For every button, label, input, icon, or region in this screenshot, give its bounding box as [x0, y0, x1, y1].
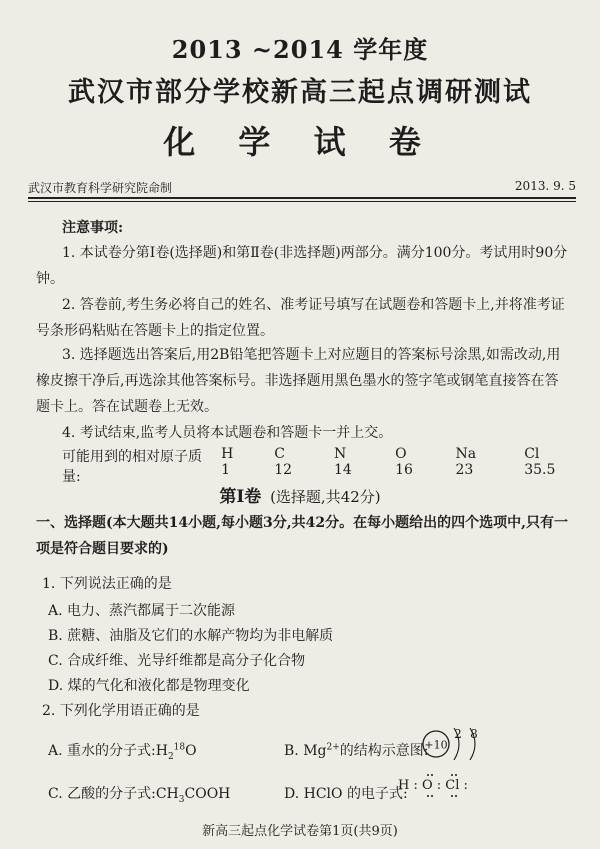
note-3: 3. 选择题选出答案后,用2B铅笔把答题卡上对应题目的答案标号涂黑,如需改动,用橡皮擦干净后,再选涂其他答案标号。非选择题用黑色墨水的签字笔或钢笔直接答在答题卡上。答在试题卷上无效。: [36, 347, 561, 415]
exam-date: 2013. 9. 5: [514, 179, 576, 193]
shell-2-electrons: 8: [470, 727, 478, 741]
question-2-option-c: C. 乙酸的分子式$:CH_3COOH$: [48, 786, 231, 805]
question-2-option-b: B. $Mg^{2+}$的结构示意图:: [284, 742, 429, 759]
electron-dot: [427, 795, 429, 797]
electron-dot: [431, 774, 433, 776]
question-1-option-c: C. 合成纤维、光导纤维都是高分子化合物: [48, 653, 306, 669]
shell-1-electrons: 2: [454, 727, 462, 741]
note-1: 1. 本试卷分第Ⅰ卷(选择题)和第Ⅱ卷(非选择题)两部分。满分100分。考试用时90分钟。: [36, 245, 568, 287]
page-footer: 新高三起点化学试卷第1页(共9页): [202, 824, 398, 839]
question-2-stem: 2. 下列化学用语正确的是: [42, 703, 200, 719]
mass-n: N 14: [333, 446, 352, 478]
question-1-stem: 1. 下列说法正确的是: [42, 576, 172, 592]
question-1-option-d: D. 煤的气化和液化都是物理变化: [48, 678, 250, 694]
electron-dot: [455, 795, 457, 797]
question-2-option-d: D. HClO 的电子式:: [284, 786, 408, 802]
section-heading: 一、选择题(本大题共14小题,每小题3分,共42分。在每小题给出的四个选项中,只有一项是符合题目要求的): [36, 515, 568, 557]
mg-ion-structure-diagram: [420, 718, 530, 770]
electron-dot: [427, 774, 429, 776]
issuer: 武汉市教育科学研究院命制: [28, 181, 173, 195]
question-2-option-a: A. 重水的分子式$:H_2^{18}O$: [48, 742, 197, 762]
mass-o: O 16: [395, 446, 413, 478]
exam-name: 武汉市部分学校新高三起点调研测试: [68, 77, 532, 108]
issuer-row: [28, 179, 576, 196]
header-rule-thin: [28, 201, 576, 202]
mass-cl: Cl 35.5: [524, 446, 556, 478]
mass-h: H 1: [221, 446, 234, 478]
header-rule-thick: [28, 197, 576, 199]
electron-dot: [451, 795, 453, 797]
subject-title: 化 学 试 卷: [163, 123, 437, 161]
hclo-electron-formula: [398, 770, 470, 800]
hclo-formula-text: H : O : Cl :: [398, 778, 468, 793]
question-1-option-b: B. 蔗糖、油脂及它们的水解产物均为非电解质: [48, 628, 334, 644]
notes-title: 注意事项:: [62, 220, 124, 236]
electron-dot: [431, 795, 433, 797]
electron-dot: [451, 774, 453, 776]
atomic-masses-label: 可能用到的相对原子质量:: [62, 449, 202, 485]
note-4: 4. 考试结束,监考人员将本试题卷和答题卡一并上交。: [62, 425, 393, 441]
question-1-option-a: A. 电力、蒸汽都属于二次能源: [48, 603, 236, 619]
electron-dot: [455, 774, 457, 776]
volume-subtitle: (选择题,共42分): [270, 488, 381, 506]
mass-na: Na 23: [455, 446, 477, 478]
volume-title: 第Ⅰ卷: [219, 487, 262, 507]
volume-heading: [0, 482, 600, 507]
nucleus-charge: +10: [424, 738, 448, 752]
atomic-masses: [62, 446, 600, 486]
note-2: 2. 答卷前,考生务必将自己的姓名、准考证号填写在试题卷和答题卡上,并将准考证号条形码粘贴在答题卡上的指定位置。: [36, 297, 565, 339]
mass-c: C 12: [274, 446, 293, 478]
exam-year: 2013 ~2014 学年度: [171, 35, 429, 64]
